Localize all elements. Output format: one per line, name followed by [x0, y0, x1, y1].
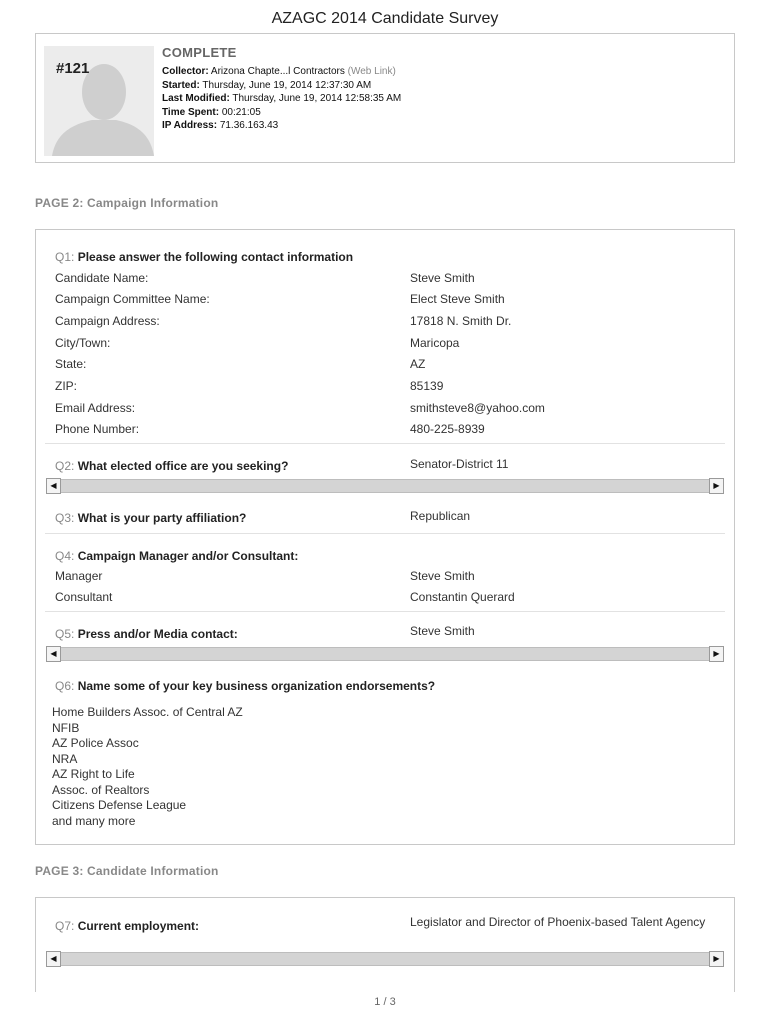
divider	[45, 611, 725, 612]
q1-row-value: Maricopa	[410, 336, 460, 350]
q1-row-value: smithsteve8@yahoo.com	[410, 401, 545, 415]
q6-title	[55, 679, 435, 693]
q3-answer: Republican	[410, 509, 471, 523]
collector-value: Arizona Chapte...l Contractors	[210, 66, 345, 77]
q1-row-value: 480-225-8939	[410, 422, 485, 436]
list-item: AZ Police Assoc	[52, 736, 139, 750]
respondent-summary	[35, 33, 735, 163]
q5-answer: Steve Smith	[410, 624, 475, 638]
time-spent-label: Time Spent:	[162, 106, 220, 118]
q1-row-value: 85139	[410, 379, 444, 393]
q2-answer: Senator-District 11	[410, 457, 509, 471]
q1-row-label: Campaign Committee Name:	[55, 292, 210, 306]
started-label: Started:	[162, 79, 200, 91]
q1-row-value: 17818 N. Smith Dr.	[410, 314, 512, 328]
divider	[45, 533, 725, 534]
q1-number: Q1:	[55, 250, 75, 264]
modified-value: Thursday, June 19, 2014 12:58:35 AM	[232, 93, 402, 104]
document-title: AZAGC 2014 Candidate Survey	[271, 10, 499, 27]
scroll-track[interactable]	[61, 952, 709, 966]
q7-number: Q7:	[55, 919, 75, 933]
response-meta	[162, 65, 401, 133]
q1-row-value: AZ	[410, 357, 426, 371]
scroll-track[interactable]	[61, 479, 709, 493]
q1-title	[55, 250, 353, 264]
page-2-heading: PAGE 2: Campaign Information	[35, 196, 219, 210]
scroll-left-icon[interactable]: ◀	[46, 646, 61, 662]
q4-row-label: Manager	[55, 569, 103, 583]
page-3-heading: PAGE 3: Candidate Information	[35, 864, 219, 878]
q6-answer-list	[52, 705, 243, 829]
q1-row-label: ZIP:	[55, 379, 78, 393]
q7-text: Current employment:	[77, 919, 200, 933]
q4-row-value: Steve Smith	[410, 569, 475, 583]
scroll-right-icon[interactable]: ▶	[709, 478, 724, 494]
q4-row-label: Consultant	[55, 590, 113, 604]
ip-address-label: IP Address:	[162, 120, 218, 131]
q5-title	[55, 627, 238, 641]
list-item: AZ Right to Life	[52, 767, 135, 781]
q1-row-value: Steve Smith	[410, 271, 475, 285]
q2-title	[55, 459, 288, 473]
q1-row-value: Elect Steve Smith	[410, 292, 505, 306]
page-3-section	[35, 897, 735, 992]
time-spent-value: 00:21:05	[221, 106, 261, 118]
list-item: and many more	[52, 813, 136, 828]
page-number: 1 / 3	[374, 996, 396, 1008]
q6-text: Name some of your key business organization endorsements?	[77, 679, 436, 693]
list-item: Assoc. of Realtors	[52, 782, 150, 797]
q4-row-value: Constantin Querard	[410, 590, 515, 604]
modified-label: Last Modified:	[162, 93, 230, 104]
scroll-right-icon[interactable]: ▶	[709, 951, 724, 967]
q2-text: What elected office are you seeking?	[77, 459, 289, 473]
scroll-right-icon[interactable]: ▶	[709, 646, 724, 662]
avatar	[44, 46, 154, 156]
q7-horizontal-scrollbar[interactable]	[46, 951, 724, 967]
q7-title	[55, 919, 199, 933]
collector-type: (Web Link)	[347, 66, 396, 77]
q7-answer: Legislator and Director of Phoenix-based Talent Agency	[410, 915, 706, 929]
ip-address-value: 71.36.163.43	[219, 120, 279, 131]
collector-label: Collector:	[162, 66, 209, 77]
list-item: NFIB	[52, 720, 80, 735]
q1-row-label: Campaign Address:	[55, 314, 160, 328]
q3-title	[55, 511, 246, 525]
q6-number: Q6:	[55, 679, 75, 693]
list-item: Citizens Defense League	[52, 798, 187, 812]
q2-number: Q2:	[55, 459, 75, 473]
response-status: COMPLETE	[162, 45, 237, 60]
q1-text: Please answer the following contact information	[77, 250, 354, 264]
q5-number: Q5:	[55, 627, 75, 641]
q1-row-label: City/Town:	[55, 336, 111, 350]
list-item: Home Builders Assoc. of Central AZ	[52, 705, 243, 719]
q3-number: Q3:	[55, 511, 75, 525]
q4-text: Campaign Manager and/or Consultant:	[77, 549, 299, 563]
scroll-left-icon[interactable]: ◀	[46, 478, 61, 494]
q5-horizontal-scrollbar[interactable]	[46, 646, 724, 662]
q2-horizontal-scrollbar[interactable]	[46, 478, 724, 494]
q4-number: Q4:	[55, 549, 75, 563]
started-value: Thursday, June 19, 2014 12:37:30 AM	[202, 79, 372, 91]
scroll-track[interactable]	[61, 647, 709, 661]
q1-row-label: State:	[55, 357, 87, 371]
response-id: #121	[56, 60, 90, 77]
q5-text: Press and/or Media contact:	[77, 627, 238, 641]
list-item: NRA	[52, 751, 78, 766]
q1-row-label: Phone Number:	[55, 422, 140, 436]
scroll-left-icon[interactable]: ◀	[46, 951, 61, 967]
q1-row-label: Email Address:	[55, 401, 136, 415]
divider	[45, 443, 725, 444]
q4-title	[55, 549, 298, 563]
q1-row-label: Candidate Name:	[55, 271, 149, 285]
q3-text: What is your party affiliation?	[77, 511, 247, 525]
